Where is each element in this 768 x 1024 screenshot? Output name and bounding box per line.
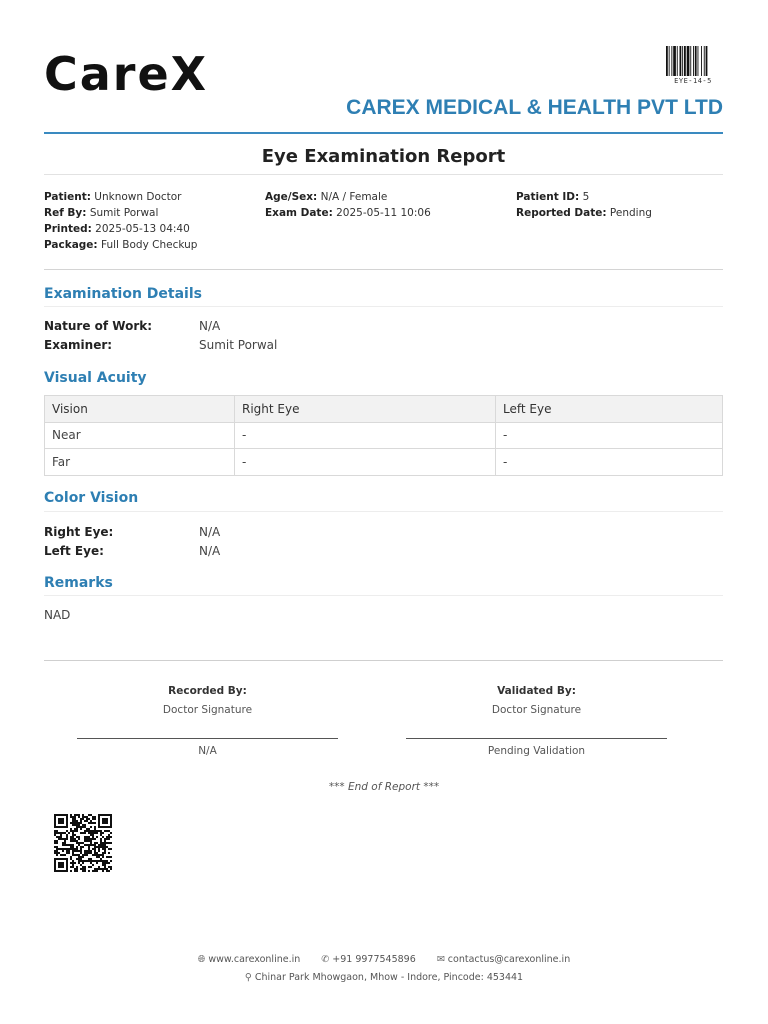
column-header: Right Eye — [235, 396, 496, 423]
recorded-by-label: Recorded By: — [168, 685, 247, 697]
column-header: Left Eye — [496, 396, 723, 423]
patient-row: Patient: Unknown Doctor — [44, 191, 182, 203]
remarks-text: NAD — [44, 608, 71, 622]
recorded-signature: Doctor Signature — [162, 704, 253, 716]
signature-divider — [44, 660, 723, 661]
barcode — [666, 46, 720, 76]
remarks-divider — [44, 595, 723, 596]
info-divider — [44, 269, 723, 270]
barcode-text: EYE-14-5 — [674, 77, 712, 85]
validated-by-label: Validated By: — [497, 685, 576, 697]
table-row — [45, 422, 723, 449]
examination-heading: Examination Details — [44, 286, 202, 302]
location-icon: ⚲ — [244, 972, 252, 983]
footer-contacts — [0, 954, 768, 965]
patient-info-col-1 — [44, 189, 197, 253]
mail-icon: ✉ — [436, 954, 445, 965]
signature-line — [77, 738, 338, 739]
signature-line — [406, 738, 667, 739]
color-vision-details — [44, 523, 220, 561]
patientid-row: Patient ID: 5 — [516, 191, 590, 203]
qr-code — [52, 814, 114, 872]
table-row — [45, 449, 723, 476]
agesex-row: Age/Sex: N/A / Female — [265, 191, 388, 203]
table-cell: Near — [45, 422, 235, 449]
table-cell: Far — [45, 449, 235, 476]
patient-info-col-3 — [516, 189, 652, 221]
color-vision-heading: Color Vision — [44, 490, 139, 506]
header-divider — [44, 132, 723, 134]
footer-phone[interactable]: ✆ +91 9977545896 — [321, 954, 416, 965]
visual-acuity-table — [44, 395, 723, 476]
column-header: Vision — [45, 396, 235, 423]
table-cell: - — [235, 449, 496, 476]
left-eye-row: Left Eye: N/A — [44, 544, 221, 558]
phone-icon: ✆ — [321, 954, 330, 965]
globe-icon: 🌐︎ — [197, 954, 206, 965]
validated-signature: Doctor Signature — [491, 704, 582, 716]
recorded-name: N/A — [198, 745, 217, 757]
patient-info-col-2 — [265, 189, 431, 221]
footer-address: ⚲ Chinar Park Mhowgaon, Mhow - Indore, Pincode: 453441 — [244, 972, 524, 983]
package-row: Package: Full Body Checkup — [44, 239, 198, 251]
table-cell: - — [496, 422, 723, 449]
examdate-row: Exam Date: 2025-05-11 10:06 — [265, 207, 431, 219]
title-divider — [44, 174, 723, 175]
company-name: CAREX MEDICAL & HEALTH PVT LTD — [346, 96, 723, 119]
carex-logo — [44, 48, 224, 96]
nature-row: Nature of Work: N/A — [44, 319, 221, 333]
table-cell: - — [496, 449, 723, 476]
examiner-row: Examiner: Sumit Porwal — [44, 338, 278, 352]
footer-email[interactable]: ✉ contactus@carexonline.in — [436, 954, 571, 965]
remarks-heading: Remarks — [44, 575, 113, 591]
validated-name: Pending Validation — [487, 745, 586, 757]
table-cell: - — [235, 422, 496, 449]
color-vision-divider — [44, 511, 723, 512]
visual-acuity-heading: Visual Acuity — [44, 370, 147, 386]
refby-row: Ref By: Sumit Porwal — [44, 207, 159, 219]
examination-details — [44, 317, 277, 355]
reported-row: Reported Date: Pending — [516, 207, 652, 219]
logo-text: CareX — [44, 48, 209, 96]
end-of-report: *** End of Report *** — [328, 781, 440, 793]
printed-row: Printed: 2025-05-13 04:40 — [44, 223, 190, 235]
footer-website[interactable]: 🌐︎ www.carexonline.in — [197, 954, 301, 965]
right-eye-row: Right Eye: N/A — [44, 525, 221, 539]
examination-divider — [44, 306, 723, 307]
table-header-row — [45, 396, 723, 423]
report-title: Eye Examination Report — [261, 146, 506, 167]
